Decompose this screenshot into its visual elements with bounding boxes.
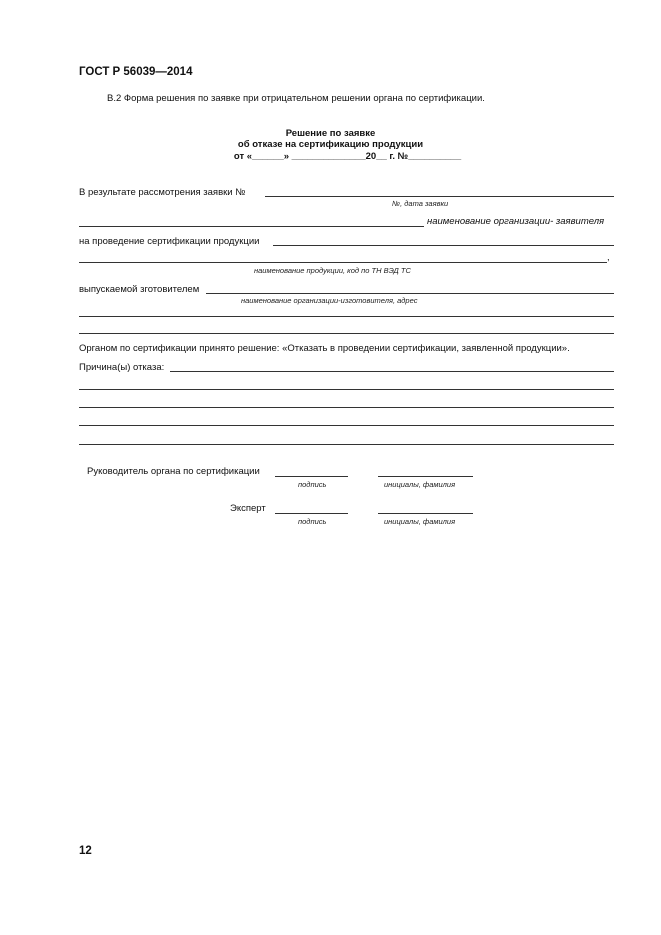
product-field[interactable] (79, 262, 607, 263)
manufacturer-label: выпускаемой зготовителем (79, 284, 200, 295)
application-number-field[interactable] (265, 196, 614, 197)
reason-line[interactable] (79, 407, 614, 408)
expert-label: Эксперт (230, 503, 266, 514)
reason-line[interactable] (79, 389, 614, 390)
head-label: Руководитель органа по сертификации (87, 466, 260, 477)
page-number: 12 (79, 845, 92, 857)
blank-line[interactable] (79, 333, 614, 334)
certification-label: на проведение сертификации продукции (79, 236, 260, 247)
form-date-number: от «______» ______________20__ г. №__________ (233, 151, 462, 162)
reason-line[interactable] (79, 444, 614, 445)
reason-field[interactable] (170, 371, 614, 372)
number-date-caption: №, дата заявки (392, 199, 449, 208)
head-signature-field[interactable] (275, 476, 348, 477)
blank-line[interactable] (79, 316, 614, 317)
form-subtitle: об отказе на сертификацию продукции (237, 139, 424, 150)
applicant-caption: наименование организации- заявителя (427, 216, 605, 227)
reason-line[interactable] (79, 425, 614, 426)
name-caption: инициалы, фамилия (384, 517, 456, 526)
signature-caption: подпись (298, 480, 327, 489)
section-intro: В.2 Форма решения по заявке при отрицательном решении органа по сертификации. (107, 93, 485, 104)
name-caption: инициалы, фамилия (384, 480, 456, 489)
product-caption: наименование продукции, код по ТН ВЭД ТС (254, 266, 411, 275)
signature-caption: подпись (298, 517, 327, 526)
expert-name-field[interactable] (378, 513, 473, 514)
document-code: ГОСТ Р 56039—2014 (79, 66, 193, 78)
applicant-field[interactable] (79, 226, 424, 227)
reason-label: Причина(ы) отказа: (79, 362, 165, 373)
head-name-field[interactable] (378, 476, 473, 477)
manufacturer-caption: наименование организации-изготовителя, адрес (241, 296, 418, 305)
certification-field[interactable] (273, 245, 614, 246)
review-label: В результате рассмотрения заявки № (79, 187, 246, 198)
manufacturer-field[interactable] (206, 293, 614, 294)
comma: , (607, 252, 610, 263)
form-title: Решение по заявке (285, 128, 376, 139)
decision-text: Органом по сертификации принято решение: «Отказать в проведении сертификации, заявленной продукции». (79, 343, 570, 354)
expert-signature-field[interactable] (275, 513, 348, 514)
